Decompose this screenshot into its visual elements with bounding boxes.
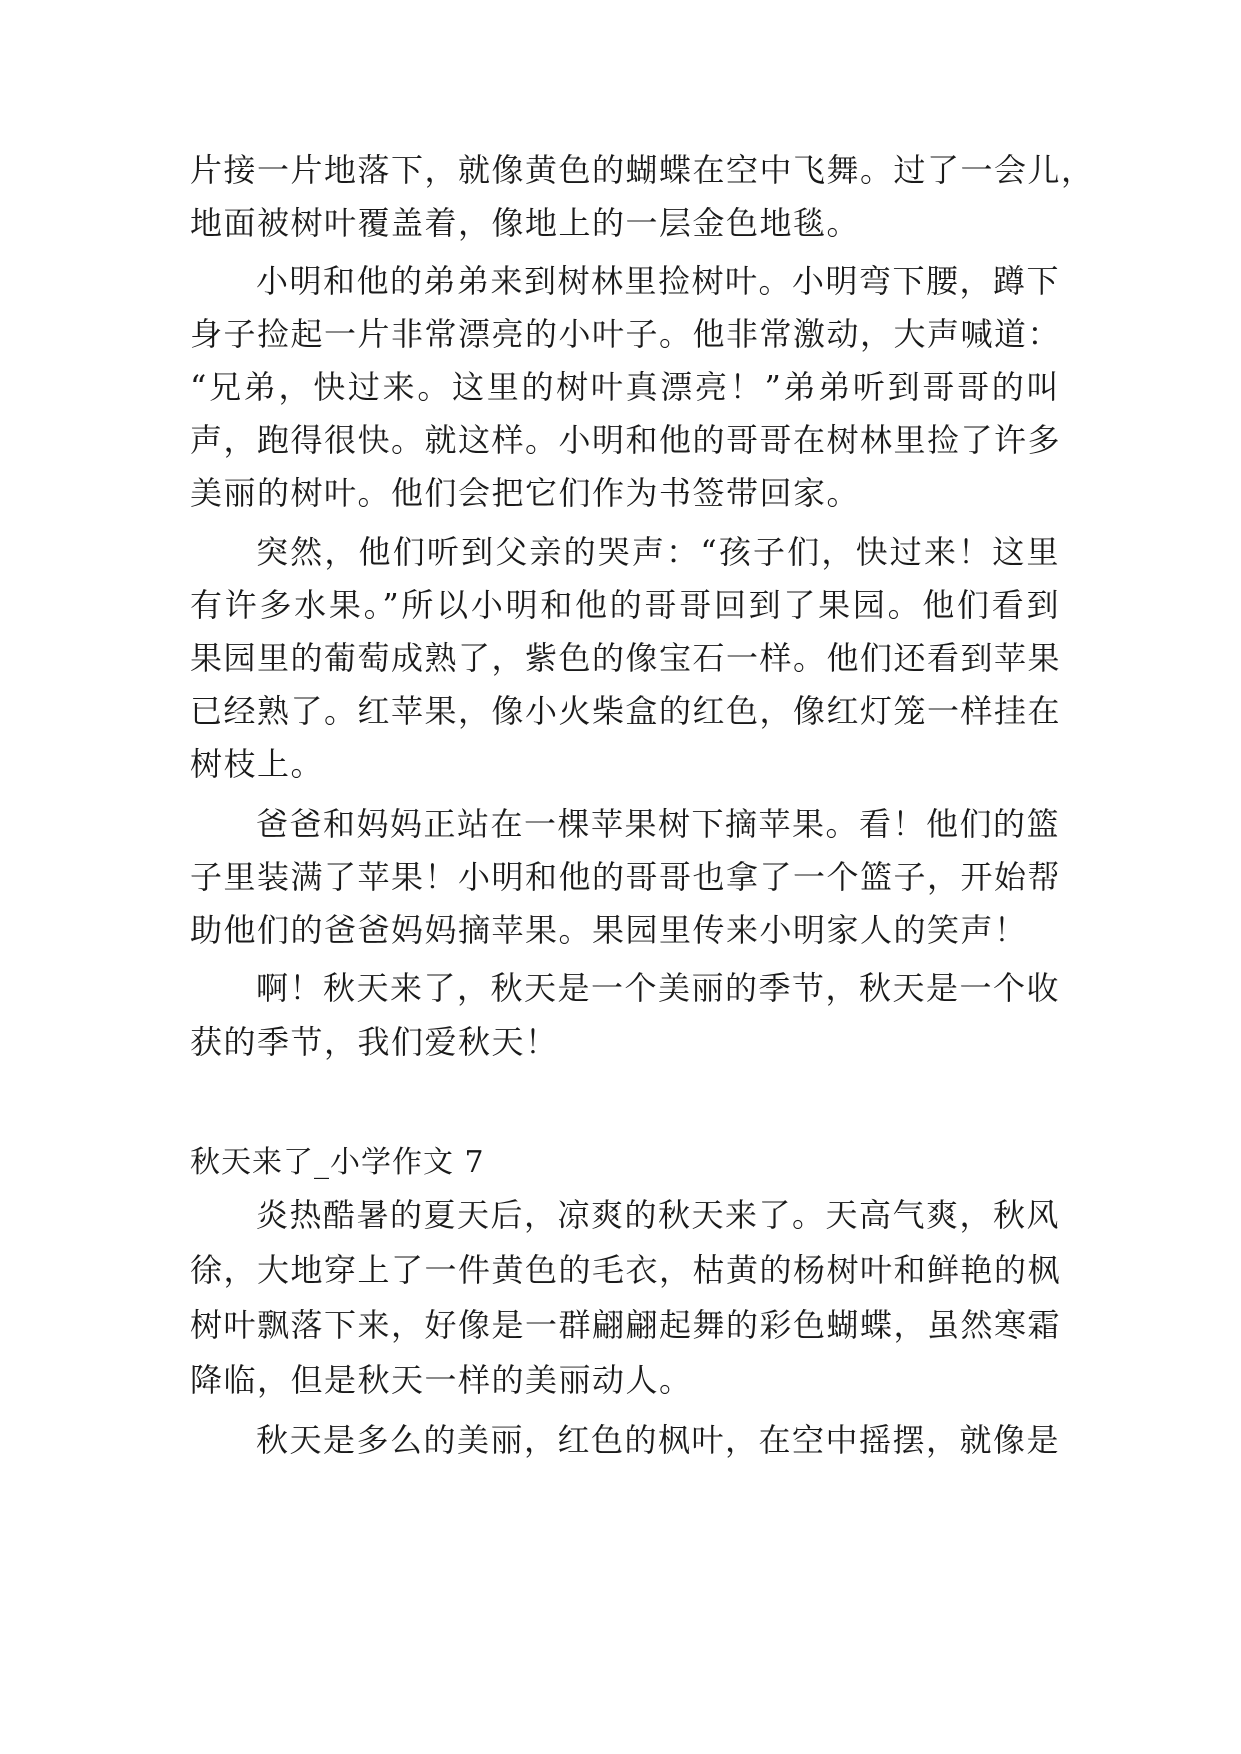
paragraph-line: 片接一片地落下，就像黄色的蝴蝶在空中飞舞。过了一会儿， — [190, 151, 1095, 189]
paragraph-line: 已经熟了。红苹果，像小火柴盒的红色，像红灯笼一样挂在 — [190, 692, 1062, 730]
paragraph-line: 啊！秋天来了，秋天是一个美丽的季节，秋天是一个收 — [256, 969, 1061, 1007]
paragraph-line: 爸爸和妈妈正站在一棵苹果树下摘苹果。看！他们的篮 — [256, 805, 1061, 843]
paragraph-line: 小明和他的弟弟来到树林里捡树叶。小明弯下腰，蹲下 — [256, 262, 1061, 300]
paragraph-line: 助他们的爸爸妈妈摘苹果。果园里传来小明家人的笑声！ — [190, 911, 1028, 949]
paragraph-line: 树叶飘落下来，好像是一群翩翩起舞的彩色蝴蝶，虽然寒霜 — [190, 1306, 1062, 1344]
paragraph-line: 突然，他们听到父亲的哭声：“孩子们，快过来！这里 — [256, 533, 1060, 571]
paragraph-line: 降临，但是秋天一样的美丽动人。 — [190, 1361, 693, 1399]
paragraph-line: “兄弟，快过来。这里的树叶真漂亮！”弟弟听到哥哥的叫 — [190, 368, 1060, 406]
paragraph-line: 果园里的葡萄成熟了，紫色的像宝石一样。他们还看到苹果 — [190, 639, 1062, 677]
paragraph-line: 美丽的树叶。他们会把它们作为书签带回家。 — [190, 474, 861, 512]
section-title: 秋天来了_小学作文 7 — [190, 1145, 485, 1180]
paragraph-line: 徐，大地穿上了一件黄色的毛衣，枯黄的杨树叶和鲜艳的枫 — [190, 1251, 1062, 1289]
paragraph-line: 地面被树叶覆盖着，像地上的一层金色地毯。 — [190, 204, 861, 242]
paragraph-line: 身子捡起一片非常漂亮的小叶子。他非常激动，大声喊道： — [190, 315, 1062, 353]
paragraph-line: 秋天是多么的美丽，红色的枫叶，在空中摇摆，就像是 — [256, 1421, 1061, 1459]
paragraph-line: 树枝上。 — [190, 745, 325, 783]
paragraph-line: 有许多水果。”所以小明和他的哥哥回到了果园。他们看到 — [190, 586, 1060, 624]
paragraph-line: 子里装满了苹果！小明和他的哥哥也拿了一个篮子，开始帮 — [190, 858, 1062, 896]
paragraph-line: 炎热酷暑的夏天后，凉爽的秋天来了。天高气爽，秋风 — [256, 1196, 1061, 1234]
paragraph-line: 获的季节，我们爱秋天！ — [190, 1023, 559, 1061]
paragraph-line: 声，跑得很快。就这样。小明和他的哥哥在树林里捡了许多 — [190, 421, 1062, 459]
